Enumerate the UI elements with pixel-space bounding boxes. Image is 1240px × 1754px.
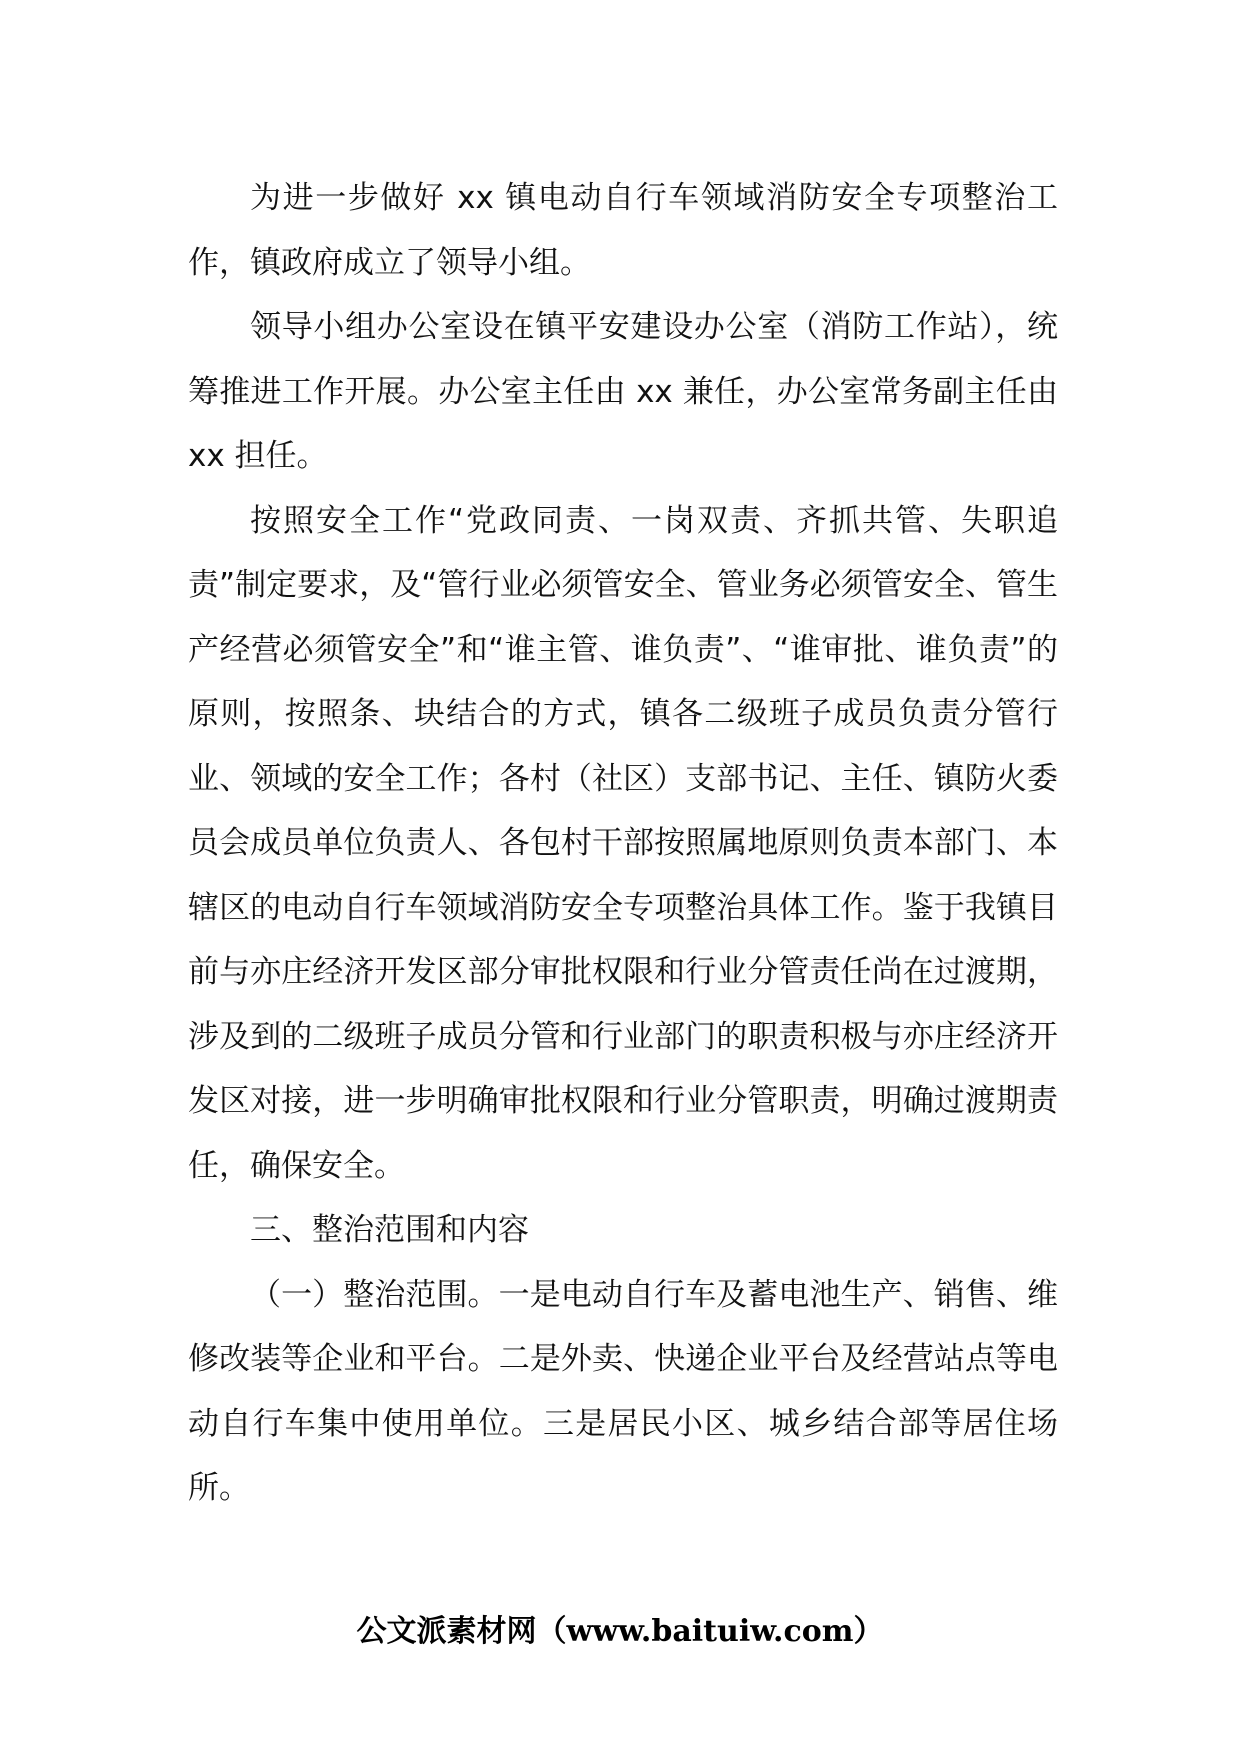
section-heading-scope: 三、整治范围和内容 xyxy=(250,1212,529,1248)
document-body xyxy=(188,166,1058,1521)
paragraph-scope: （一）整治范围。一是电动自行车及蓄电池生产、销售、维修改装等企业和平台。二是外卖、快递企业平台及经营站点等电动自行车集中使用单位。三是居民小区、城乡结合部等居住场所。 xyxy=(188,1276,1058,1506)
paragraph-leading-group: 为进一步做好 xx 镇电动自行车领域消防安全专项整治工作，镇政府成立了领导小组。 xyxy=(188,180,1058,281)
paragraph-responsibility: 按照安全工作“党政同责、一岗双责、齐抓共管、失职追责”制定要求，及“管行业必须管安全、管业务必须管安全、管生产经营必须管安全”和“谁主管、谁负责”、“谁审批、谁负责”的原则，按照条、块结合的方式，镇各二级班子成员负责分管行业、领域的安全工作；各村（社区）支部书记、主任、镇防火委员会成员单位负责人、各包村干部按照属地原则负责本部门、本辖区的电动自行车领域消防安全专项整治具体工作。鉴于我镇目前与亦庄经济开发区部分审批权限和行业分管责任尚在过渡期，涉及到的二级班子成员分管和行业部门的职责积极与亦庄经济开发区对接，进一步明确审批权限和行业分管职责，明确过渡期责任，确保安全。 xyxy=(188,502,1058,1184)
paragraph-office-setup: 领导小组办公室设在镇平安建设办公室（消防工作站），统筹推进工作开展。办公室主任由 xx 兼任，办公室常务副主任由 xx 担任。 xyxy=(188,309,1058,474)
page-footer: 公文派素材网（www.baituiw.com） xyxy=(356,1614,884,1649)
